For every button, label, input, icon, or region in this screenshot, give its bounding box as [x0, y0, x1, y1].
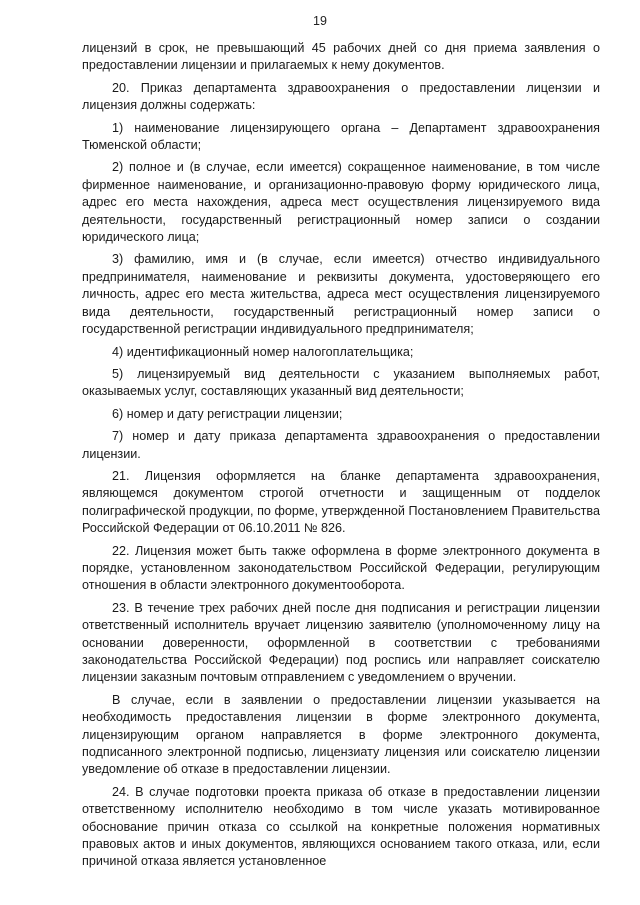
document-body: [82, 40, 600, 876]
list-item-4: 4) идентификационный номер налогоплательщика;: [112, 344, 414, 359]
paragraph-electronic-form: В случае, если в заявлении о предоставлении лицензии указывается на необходимость предоставления лицензии в форме электронного документа, лицензирующим органом направляется в форме электронного документа, подписанного электронной подписью, лицензиату лицензия или соискателю лицензии уведомление об отказе в предоставлении лицензии.: [82, 692, 600, 777]
list-item-6: 6) номер и дату регистрации лицензии;: [112, 406, 343, 421]
paragraph-item-23: 23. В течение трех рабочих дней после дня подписания и регистрации лицензии ответственный исполнитель вручает лицензию заявителю (уполномоченному лицу на основании доверенности, оформленной в соответствии с требованиями законодательства Российской Федерации) под роспись или направляет соискателю лицензии заказным почтовым отправлением с уведомлением о вручении.: [82, 600, 600, 685]
list-item-2: 2) полное и (в случае, если имеется) сокращенное наименование, в том числе фирменное наименование, и организационно-правовую форму юридического лица, адрес его места нахождения, адреса мест осуществления лицензируемого вида деятельности, государственный регистрационный номер записи о создании юридического лица;: [82, 160, 600, 245]
paragraph-item-22: 22. Лицензия может быть также оформлена в форме электронного документа в порядке, установленном законодательством Российской Федерации, регулирующим отношения в области электронного документооборота.: [82, 543, 600, 593]
page-number: 19: [313, 14, 327, 28]
list-item-7: 7) номер и дату приказа департамента здравоохранения о предоставлении лицензии.: [82, 429, 600, 461]
paragraph-item-24: 24. В случае подготовки проекта приказа об отказе в предоставлении лицензии ответственному исполнителю необходимо в том числе указать мотивированное обоснование причин отказа со ссылкой на конкретные положения нормативных правовых актов и иных документов, являющихся основанием такого отказа, или, если причиной отказа является установленное: [82, 784, 600, 869]
list-item-1: 1) наименование лицензирующего органа – Департамент здравоохранения Тюменской области;: [82, 120, 600, 153]
list-item-3: 3) фамилию, имя и (в случае, если имеется) отчество индивидуального предпринимателя, наименование и реквизиты документа, удостоверяющего его личность, адрес его места жительства, адреса мест осуществления лицензируемого вида деятельности, государственный регистрационный номер записи о государственной регистрации индивидуального предпринимателя;: [82, 252, 600, 337]
paragraph-item-20: 20. Приказ департамента здравоохранения о предоставлении лицензии и лицензия должны содержать:: [82, 80, 600, 113]
list-item-5: 5) лицензируемый вид деятельности с указанием выполняемых работ, оказываемых услуг, составляющих указанный вид деятельности;: [82, 366, 600, 399]
paragraph-item-21: 21. Лицензия оформляется на бланке департамента здравоохранения, являющемся документом строгой отчетности и защищенным от подделок полиграфической продукции, по форме, утвержденной Постановлением Правительства Российской Федерации от 06.10.2011 № 826.: [82, 468, 600, 536]
paragraph-continuation: лицензий в срок, не превышающий 45 рабочих дней со дня приема заявления о предоставлении лицензии и прилагаемых к нему документов.: [82, 41, 600, 73]
